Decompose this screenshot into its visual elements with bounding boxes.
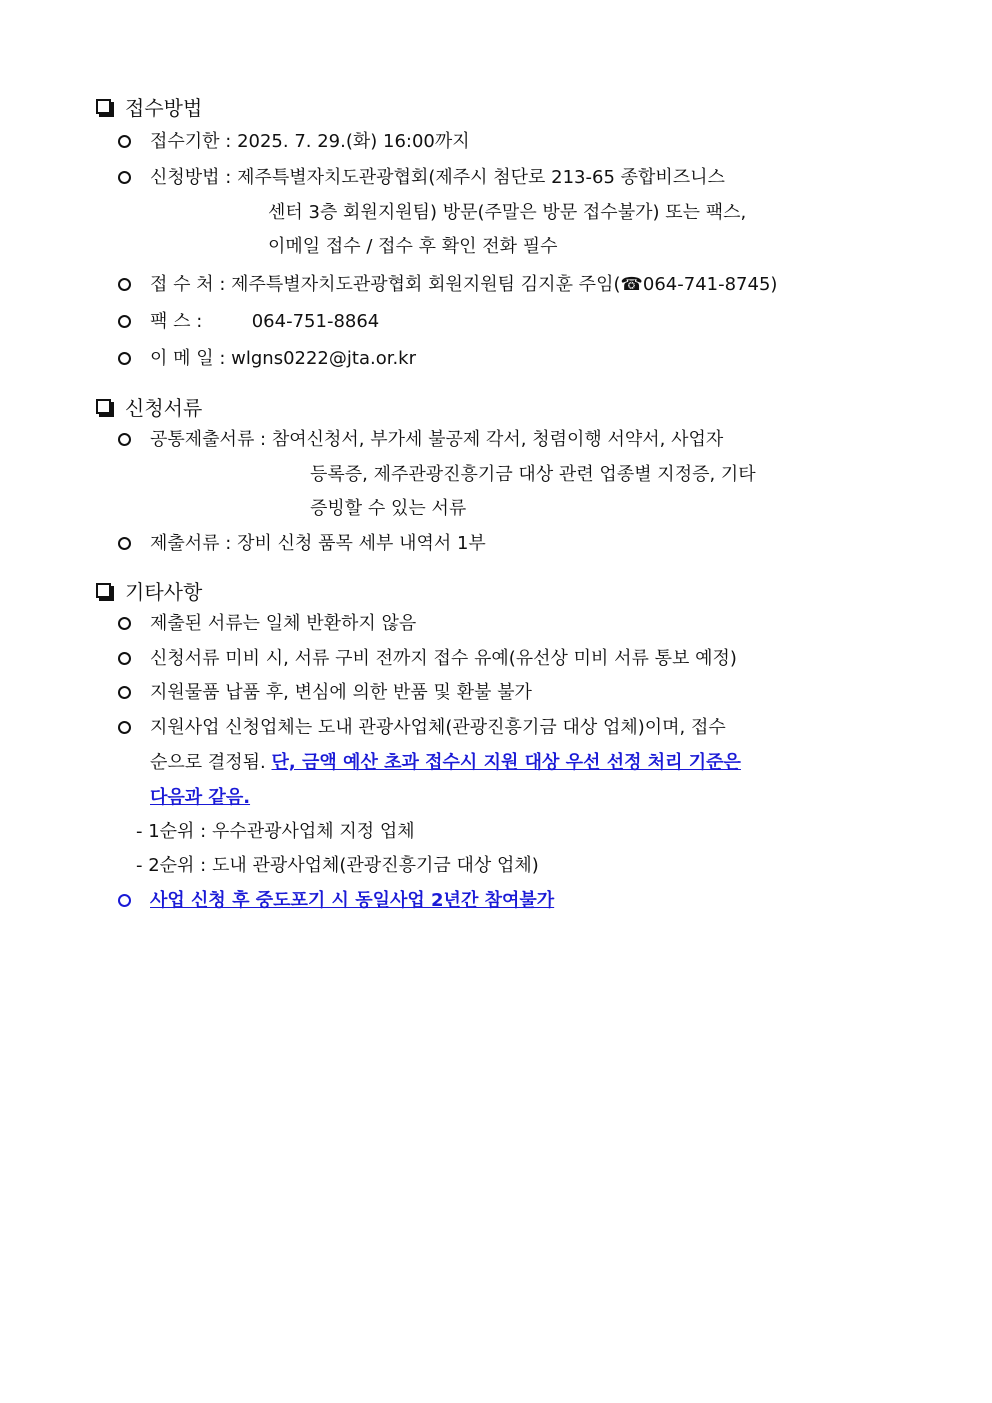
circle-bullet-icon: [118, 721, 131, 734]
warning-item: [118, 884, 554, 918]
selection-line: 지원사업 신청업체는 도내 관광사업체(관광진흥기금 대상 업체)이며, 접수: [150, 717, 726, 738]
etc-item-text: 신청서류 미비 시, 서류 구비 전까지 접수 유예(유선상 미비 서류 통보 예정): [150, 648, 737, 669]
etc-item: [118, 676, 532, 710]
circle-bullet-icon: [118, 433, 131, 446]
section-title: 접수방법: [125, 96, 203, 120]
method-line: 이메일 접수 / 접수 후 확인 전화 필수: [268, 236, 558, 257]
selection-highlight-text: 단, 금액 예산 초과 접수시 지원 대상 우선 선정 처리 기준은: [271, 752, 741, 773]
deadline-value: 2025. 7. 29.(화) 16:00까지: [237, 131, 470, 152]
method-line: 제주특별자치도관광협회(제주시 첨단로 213-65 종합비즈니스: [237, 167, 725, 188]
selection-item: [118, 711, 726, 745]
selection-line-3: [150, 781, 250, 815]
section-title: 신청서류: [125, 396, 203, 420]
section-etc-heading: [96, 576, 202, 605]
common-docs-line: 참여신청서, 부가세 불공제 각서, 청렴이행 서약서, 사업자: [271, 429, 724, 450]
selection-plain-text: 순으로 결정됨.: [150, 752, 266, 773]
fax-label: 팩 스 :: [150, 311, 203, 332]
circle-bullet-icon: [118, 894, 131, 907]
section-reception-heading: [96, 92, 202, 121]
circle-bullet-icon: [118, 652, 131, 665]
etc-item: [118, 642, 737, 676]
circle-bullet-icon: [118, 686, 131, 699]
circle-bullet-icon: [118, 617, 131, 630]
circle-bullet-icon: [118, 352, 131, 365]
method-item: [118, 161, 725, 195]
fax-value: 064-751-8864: [251, 311, 380, 332]
selection-line-2: [150, 746, 741, 780]
section-documents-heading: [96, 392, 202, 421]
circle-bullet-icon: [118, 278, 131, 291]
email-label: 이 메 일 :: [150, 348, 226, 369]
submit-docs-label: 제출서류 :: [150, 533, 232, 554]
etc-item: [118, 607, 416, 641]
email-value: wlgns0222@jta.or.kr: [231, 348, 417, 369]
common-docs-line: 증빙할 수 있는 서류: [310, 498, 467, 519]
checkbox-square-icon: [96, 399, 111, 414]
office-label: 접 수 처 :: [150, 274, 226, 295]
office-item: [118, 268, 777, 302]
circle-bullet-icon: [118, 537, 131, 550]
submit-docs-value: 장비 신청 품목 세부 내역서 1부: [237, 533, 486, 554]
email-item: [118, 342, 416, 376]
selection-highlight-text: 다음과 같음.: [150, 787, 251, 808]
checkbox-square-icon: [96, 99, 111, 114]
priority-item: - 1순위 : 우수관광사업체 지정 업체: [136, 821, 415, 842]
common-docs-line: 등록증, 제주관광진흥기금 대상 관련 업종별 지정증, 기타: [310, 464, 756, 485]
common-docs-item: [118, 423, 723, 457]
circle-bullet-icon: [118, 171, 131, 184]
method-line: 센터 3층 회원지원팀) 방문(주말은 방문 접수불가) 또는 팩스,: [268, 202, 747, 223]
warning-text: 사업 신청 후 중도포기 시 동일사업 2년간 참여불가: [150, 890, 555, 911]
method-label: 신청방법 :: [150, 167, 232, 188]
submit-docs-item: [118, 527, 486, 561]
circle-bullet-icon: [118, 135, 131, 148]
priority-item: - 2순위 : 도내 관광사업체(관광진흥기금 대상 업체): [136, 855, 539, 876]
etc-item-text: 지원물품 납품 후, 변심에 의한 반품 및 환불 불가: [150, 682, 532, 703]
etc-item-text: 제출된 서류는 일체 반환하지 않음: [150, 613, 417, 634]
deadline-item: [118, 125, 470, 159]
section-title: 기타사항: [125, 580, 203, 604]
office-value: 제주특별자치도관광협회 회원지원팀 김지훈 주임(☎064-741-8745): [231, 274, 778, 295]
circle-bullet-icon: [118, 315, 131, 328]
deadline-label: 접수기한 :: [150, 131, 232, 152]
checkbox-square-icon: [96, 583, 111, 598]
common-docs-label: 공통제출서류 :: [150, 429, 267, 450]
fax-item: [118, 305, 379, 339]
